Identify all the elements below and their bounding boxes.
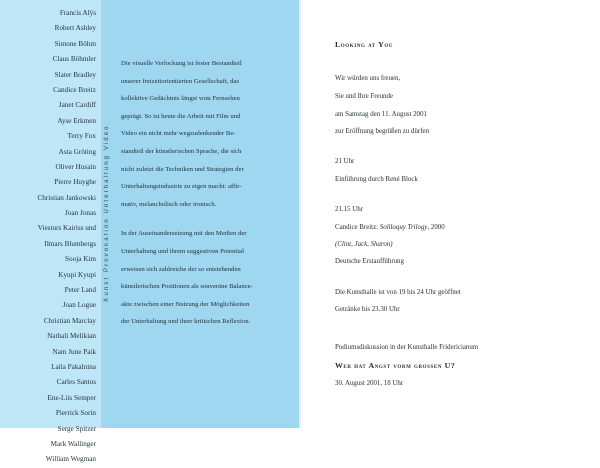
artist-name: William Wegman bbox=[45, 455, 96, 464]
body-line: In der Auseinandersetzung mit den Medien der bbox=[121, 230, 247, 238]
artist-name: Christian Jankowski bbox=[37, 193, 96, 202]
body-line: standteil der künstlerischen Sprache, die sich bbox=[121, 147, 242, 155]
body-line: mativ, melancholisch oder ironisch. bbox=[121, 200, 217, 208]
panel-intro: Podiumsdiskussion in der Kunsthalle Fridericianum bbox=[335, 344, 479, 351]
artist-name: Sooja Kim bbox=[65, 255, 96, 264]
artist-name: Ene-Liis Semper bbox=[47, 393, 96, 402]
artist-name: Robert Ashley bbox=[54, 24, 96, 33]
time-1: 21 Uhr bbox=[335, 158, 355, 165]
event-1: Einführung durch René Block bbox=[335, 176, 418, 183]
paragraph-1 bbox=[121, 55, 289, 213]
artist-name: Mark Wallinger bbox=[50, 439, 96, 448]
artist-name: Viesturs Kairiss und bbox=[37, 224, 96, 233]
drinks-info: Getränke bis 23.30 Uhr bbox=[335, 306, 400, 313]
body-line: Video ein nicht mehr wegzudenkender Be- bbox=[121, 130, 236, 138]
paragraph-2 bbox=[121, 225, 289, 331]
artist-name: Candice Breitz bbox=[53, 85, 96, 94]
body-line: Unterhaltungsindustrie zu eigen macht: affir- bbox=[121, 183, 242, 191]
event-2-year: , 2000 bbox=[427, 224, 445, 231]
artist-name: Slater Bradley bbox=[54, 70, 96, 79]
vertical-caption bbox=[96, 20, 118, 405]
artist-name: Carles Santos bbox=[56, 378, 96, 387]
artist-name: Ilmars Blumbergs bbox=[44, 239, 96, 248]
artist-name: Christian Marclay bbox=[43, 316, 96, 325]
artist-name: Pierre Huyghe bbox=[54, 178, 96, 187]
artist-name: Kyupi Kyupi bbox=[58, 270, 96, 279]
body-line: der Unterhaltung und ihrer kritischen Reflexion. bbox=[121, 318, 251, 326]
artist-name: Claus Böhmler bbox=[52, 55, 96, 64]
invite-title: Looking at You bbox=[335, 40, 394, 49]
invite-line-4: zur Eröffnung begrüßen zu dürfen bbox=[335, 128, 430, 135]
artist-name: Simone Böhm bbox=[54, 39, 96, 48]
artist-name: Janet Cardiff bbox=[58, 101, 96, 110]
vertical-caption-text: Kunst Provokation Unterhaltung Video bbox=[104, 123, 110, 302]
artist-name: Laila Pakalnina bbox=[51, 362, 96, 371]
time-2: 21.15 Uhr bbox=[335, 206, 363, 213]
intro-text bbox=[121, 55, 289, 331]
artist-list bbox=[0, 6, 96, 468]
body-line: nicht zuletzt die Techniken und Strategien der bbox=[121, 165, 244, 173]
invite-line-2: Sie und Ihre Freunde bbox=[335, 93, 393, 100]
artist-name: Peter Land bbox=[64, 286, 96, 295]
artist-name: Serge Spitzer bbox=[57, 424, 96, 433]
body-line: akte zwischen einer Nutzung der Möglichkeiten bbox=[121, 300, 250, 308]
body-line: erweisen sich zahlreiche der so entstehenden bbox=[121, 265, 241, 273]
body-line: unserer freizeitorientierten Gesellschaft, das bbox=[121, 77, 240, 85]
artist-name: Oliver Husain bbox=[55, 162, 96, 171]
opening-hours: Die Kunsthalle ist von 19 bis 24 Uhr geöffnet bbox=[335, 289, 461, 296]
artist-name: Asta Gröting bbox=[58, 147, 96, 156]
body-line: kollektive Gedächtnis längst vom Fernsehen bbox=[121, 95, 240, 103]
event-2-note: Deutsche Erstaufführung bbox=[335, 258, 404, 265]
artist-name: Joan Logue bbox=[62, 301, 96, 310]
event-2-artist: Candice Breitz: bbox=[335, 224, 379, 231]
event-2-cast: (Clint, Jack, Sharon) bbox=[335, 241, 393, 248]
artist-name: Pierrick Sorin bbox=[55, 409, 96, 418]
artist-name: Ayse Erkmen bbox=[57, 116, 96, 125]
artist-name: Joan Jonas bbox=[65, 209, 96, 218]
invite-line-3: am Samstag den 11. August 2001 bbox=[335, 111, 427, 118]
invite-line-1: Wir würden uns freuen, bbox=[335, 75, 401, 82]
event-2-work: Soliloquy Trilogy bbox=[379, 224, 428, 231]
body-line: geprägt. So ist heute die Arbeit mit Film und bbox=[121, 112, 241, 120]
artist-name: Nam June Paik bbox=[52, 347, 96, 356]
artist-name: Nathali Melikian bbox=[47, 332, 96, 341]
artist-name: Terry Fox bbox=[67, 132, 96, 141]
body-line: Die visuelle Verlockung ist fester Bestandteil bbox=[121, 60, 242, 67]
body-line: Unterhaltung und ihrem suggestiven Potential bbox=[121, 247, 244, 255]
event-2 bbox=[335, 224, 445, 231]
artist-name: Francis Alÿs bbox=[59, 9, 96, 17]
panel-date: 30. August 2001, 18 Uhr bbox=[335, 380, 404, 387]
panel-title: Wer hat Angst vorm grossen U? bbox=[335, 361, 456, 370]
body-line: künstlerischen Positionen als souveräne Balance- bbox=[121, 283, 253, 291]
paragraph-gap bbox=[121, 213, 289, 225]
